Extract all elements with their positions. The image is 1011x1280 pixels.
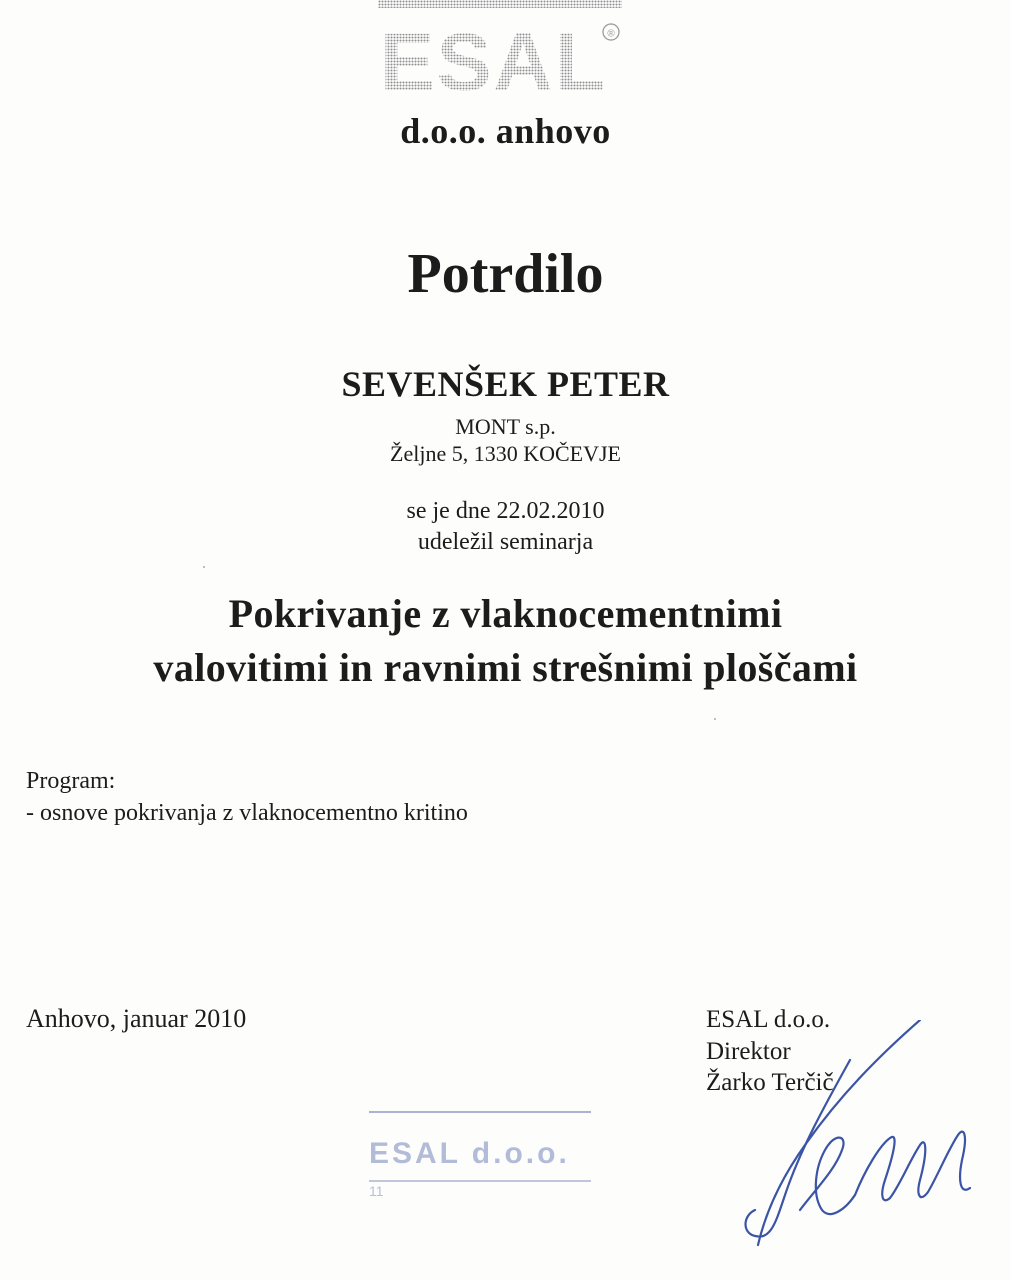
program-item: - osnove pokrivanja z vlaknocementno kritino bbox=[26, 800, 468, 826]
company-stamp bbox=[365, 1108, 595, 1198]
esal-logo-graphic bbox=[375, 0, 625, 100]
program-label: Program: bbox=[26, 768, 116, 794]
document-title: Potrdilo bbox=[407, 243, 604, 305]
recipient-address: Željne 5, 1330 KOČEVJE bbox=[390, 441, 621, 466]
logo-wordmark: ESAL bbox=[380, 17, 607, 100]
scan-speck bbox=[714, 718, 716, 720]
seminar-title-line-2: valovitimi in ravnimi strešnimi ploščami bbox=[153, 645, 858, 690]
esal-logo bbox=[375, 0, 625, 100]
signature-graphic bbox=[730, 1020, 1000, 1260]
stamp-text: ESAL d.o.o. bbox=[369, 1137, 570, 1170]
place-and-date: Anhovo, januar 2010 bbox=[26, 1004, 247, 1033]
attendance-text-line: udeležil seminarja bbox=[417, 529, 594, 555]
signatory-name: Žarko Terčič bbox=[706, 1069, 834, 1096]
registered-mark: ® bbox=[607, 28, 615, 40]
recipient-name: SEVENŠEK PETER bbox=[341, 364, 670, 404]
scan-speck bbox=[203, 566, 205, 568]
signatory-company: ESAL d.o.o. bbox=[706, 1006, 831, 1033]
director-signature bbox=[730, 1020, 1000, 1260]
attendance-date-line: se je dne 22.02.2010 bbox=[406, 498, 605, 524]
company-subtitle: d.o.o. anhovo bbox=[400, 111, 611, 151]
company-stamp-graphic bbox=[365, 1108, 595, 1198]
recipient-company: MONT s.p. bbox=[455, 414, 556, 439]
signatory-role: Direktor bbox=[706, 1038, 791, 1065]
stamp-number: 11 bbox=[369, 1183, 384, 1198]
seminar-title-line-1: Pokrivanje z vlaknocementnimi bbox=[228, 591, 783, 636]
